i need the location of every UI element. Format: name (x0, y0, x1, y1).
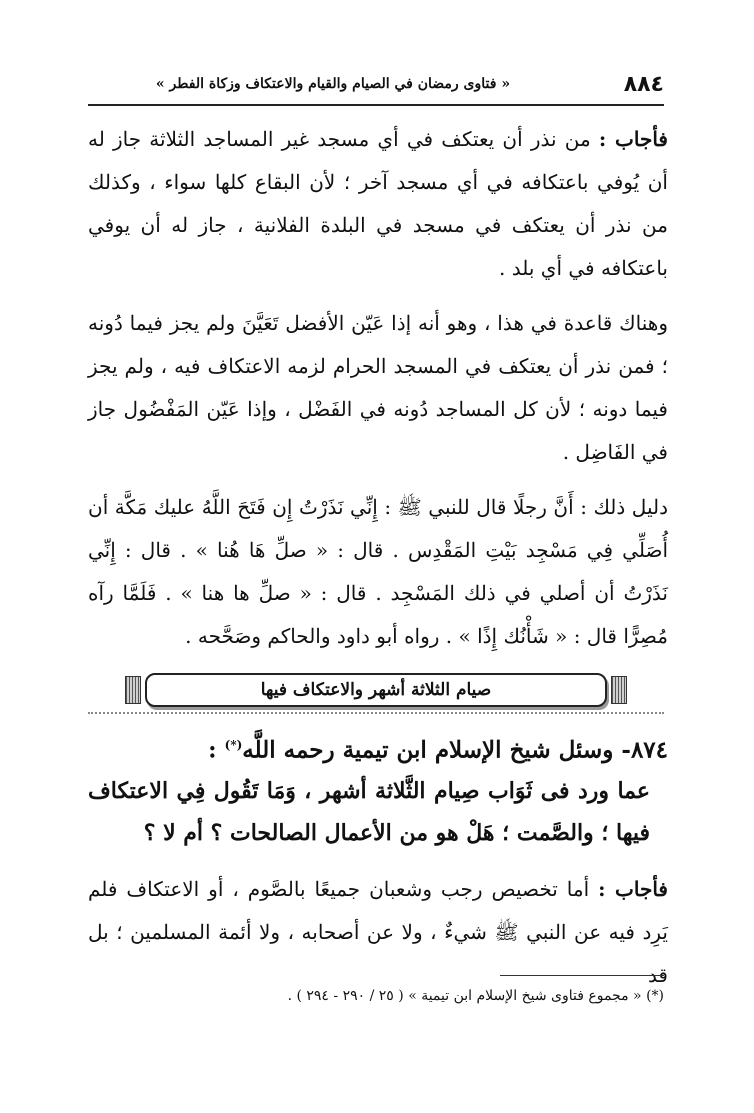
paragraph-evidence (88, 486, 668, 658)
banner-ornament (611, 676, 627, 704)
fatwa-number: ٨٧٤ (630, 736, 668, 764)
paragraph-text: وهناك قاعدة في هذا ، وهو أنه إذا عَيّن الأفضل تَعَيَّنَ ولم يجز فيما دُونه ؛ فمن نذر أن يعتكف في المسجد الحرام لزمه الاعتكاف فيه ، ولم يجز فيما دونه ؛ لأن كل المساجد دُونه في الفَضْل ، وإذا عَيّن المَفْضُول جاز في الفَاضِل . (88, 311, 668, 464)
header-rule (88, 104, 664, 106)
paragraph-text: أما تخصيص رجب وشعبان جميعًا بالصَّوم ، أو الاعتكاف فلم يَرِد فيه عن النبي ﷺ شيءٌ ، ولا عن أصحابه ، ولا أئمة المسلمين ؛ بل قد (88, 877, 668, 987)
fatwa-heading (88, 722, 668, 774)
footnote-rule (500, 975, 664, 976)
paragraph-text: من نذر أن يعتكف في أي مسجد غير المساجد الثلاثة جاز له أن يُوفي باعتكافه في أي مسجد آخر ؛ لأن البقاع كلها سواء ، وكذلك من نذر أن يعتكف في مسجد في البلدة الفلانية ، جاز له أن يوفي باعتكافه في أي بلد . (88, 127, 668, 280)
section-title: صيام الثلاثة أشهر والاعتكاف فيها (145, 673, 607, 707)
paragraph-text: دليل ذلك : أَنَّ رجلًا قال للنبي ﷺ : إِنِّي نَذَرْتُ إِن فَتَحَ اللَّهُ عليك مَكَّة أن أُصَلِّي فِي مَسْجِد بَيْتِ المَقْدِس . قال : « صلِّ هَا هُنا » . قال : إِنِّي نَذَرْتُ أن أصلي في ذلك المَسْجِد . قال : « صلِّ ها هنا » . فَلَمَّا رآه مُصِرًّا قال : « شَأْنُك إِذًا » . رواه أبو داود والحاكم وصَحَّحه . (88, 495, 668, 648)
running-title: « فتاوى رمضان في الصيام والقيام والاعتكاف وزكاة الفطر » (155, 76, 511, 92)
banner-ornament (125, 676, 141, 704)
page-header (88, 62, 664, 102)
footnote (88, 984, 664, 1008)
paragraph-rule (88, 302, 668, 474)
fatwa-heading-text: - وسئل شيخ الإسلام ابن تيمية رحمه اللَّه (242, 736, 631, 764)
dotted-divider (88, 712, 664, 714)
paragraph-answer-2 (88, 868, 668, 997)
footnote-marker: (*) (646, 988, 664, 1004)
paragraph-answer-1 (88, 118, 668, 290)
footnote-text: « مجموع فتاوى شيخ الإسلام ابن تيمية » ( ٢٥ / ٢٩٠ - ٢٩٤ ) . (287, 988, 642, 1004)
fatwa-question: عما ورد فى ثَوَاب صِيام الثَّلاثة أشهر ، وَمَا تَقُول فِي الاعتكاف فيها ؛ والصَّمت ؛ هَلْ هو من الأعمال الصالحات ؟ أم لا ؟ (88, 778, 650, 846)
answer-lead: فأجاب : (598, 127, 668, 151)
answer-lead: فأجاب : (598, 877, 668, 901)
section-banner (125, 673, 627, 707)
heading-colon: : (208, 736, 225, 764)
footnote-marker: (*) (224, 738, 243, 752)
page-number: ٨٨٤ (623, 72, 664, 97)
